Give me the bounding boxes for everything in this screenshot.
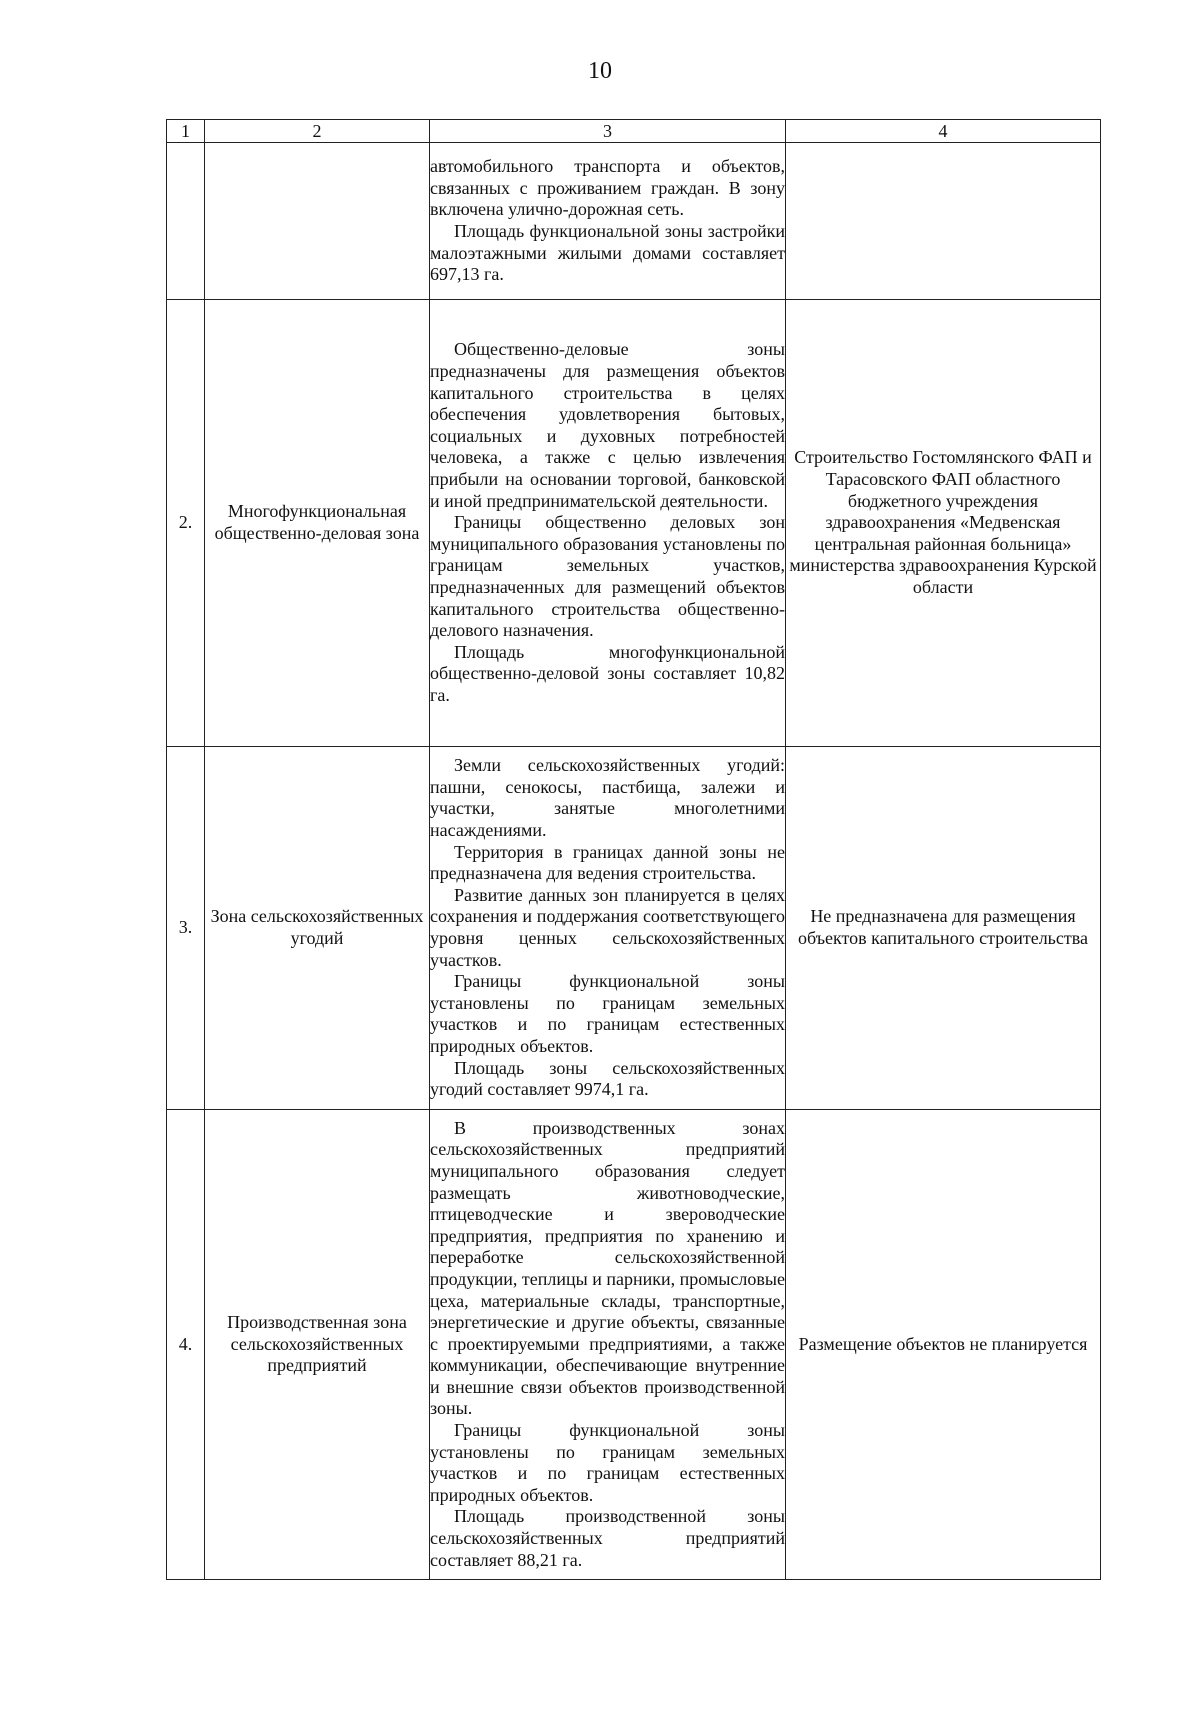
- zone-description: [430, 747, 786, 1110]
- zone-name: Многофункциональная общественно-деловая зона: [205, 300, 430, 747]
- desc-paragraph: Территория в границах данной зоны не предназначена для ведения строительства.: [430, 841, 785, 884]
- table-row: [167, 1110, 1101, 1580]
- desc-paragraph: Площадь производственной зоны сельскохозяйственных предприятий составляет 88,21 га.: [430, 1506, 785, 1570]
- zone-description: [430, 300, 786, 747]
- desc-paragraph: Развитие данных зон планируется в целях сохранения и поддержания соответствующего уровня ценных сельскохозяйственных участков.: [430, 884, 785, 970]
- planned-activity: Не предназначена для размещения объектов капитального строительства: [786, 747, 1101, 1110]
- desc-paragraph: Границы функциональной зоны установлены по границам земельных участков и по границам естественных природных объектов.: [430, 1420, 785, 1505]
- desc-paragraph: В производственных зонах сельскохозяйственных предприятий муниципального образования следует размещать животноводческие, птицеводческие и звероводческие предприятия, предприятия по хранению и переработке сельскохозяйственной продукции, теплицы и парники, промысловые цеха, материальные склады, транспортные, энергетические и другие объекты, связанные с проектируемыми предприятиями, а также коммуникации, обеспечивающие внутренние и внешние связи объектов производственной зоны.: [430, 1117, 785, 1419]
- desc-paragraph: автомобильного транспорта и объектов, связанных с проживанием граждан. В зону включена улично-дорожная сеть.: [430, 156, 785, 220]
- header-col-4: 4: [786, 120, 1101, 143]
- table-row: [167, 300, 1101, 747]
- zone-description: [430, 143, 786, 300]
- header-col-3: 3: [430, 120, 786, 143]
- zone-description: [430, 1110, 786, 1580]
- page-number: 10: [588, 58, 612, 84]
- planned-activity: [786, 143, 1101, 300]
- planned-activity: Строительство Гостомлянского ФАП и Тарасовского ФАП областного бюджетного учреждения здравоохранения «Медвенская центральная районная больница» министерства здравоохранения Курской области: [786, 300, 1101, 747]
- desc-paragraph: Общественно-деловые зоны предназначены для размещения объектов капитального строительства в целях обеспечения удовлетворения бытовых, социальных и духовных потребностей человека, а также с целью извлечения прибыли на основании торговой, банковской и иной предпринимательской деятельности.: [430, 339, 785, 511]
- desc-paragraph: Площадь зоны сельскохозяйственных угодий составляет 9974,1 га.: [430, 1057, 785, 1100]
- desc-paragraph: Площадь функциональной зоны застройки малоэтажными жилыми домами составляет 697,13 га.: [430, 221, 785, 285]
- desc-paragraph: Границы общественно деловых зон муниципального образования установлены по границам земельных участков, предназначенных для размещений объектов капитального строительства общественно-делового назначения.: [430, 512, 785, 641]
- desc-paragraph: Земли сельскохозяйственных угодий: пашни, сенокосы, пастбища, залежи и участки, занятые многолетними насаждениями.: [430, 755, 785, 841]
- row-number: 4.: [167, 1110, 205, 1580]
- desc-paragraph: Границы функциональной зоны установлены по границам земельных участков и по границам естественных природных объектов.: [430, 971, 785, 1056]
- header-col-1: 1: [167, 120, 205, 143]
- planned-activity: Размещение объектов не планируется: [786, 1110, 1101, 1580]
- zones-table: [166, 119, 1101, 1580]
- zone-name: Зона сельскохозяйственных угодий: [205, 747, 430, 1110]
- table-header-row: [167, 120, 1101, 143]
- table-row: [167, 143, 1101, 300]
- row-number: 2.: [167, 300, 205, 747]
- zone-name: [205, 143, 430, 300]
- row-number: [167, 143, 205, 300]
- desc-paragraph: Площадь многофункциональной общественно-деловой зоны составляет 10,82 га.: [430, 641, 785, 705]
- header-col-2: 2: [205, 120, 430, 143]
- zone-name: Производственная зона сельскохозяйственных предприятий: [205, 1110, 430, 1580]
- table-row: [167, 747, 1101, 1110]
- row-number: 3.: [167, 747, 205, 1110]
